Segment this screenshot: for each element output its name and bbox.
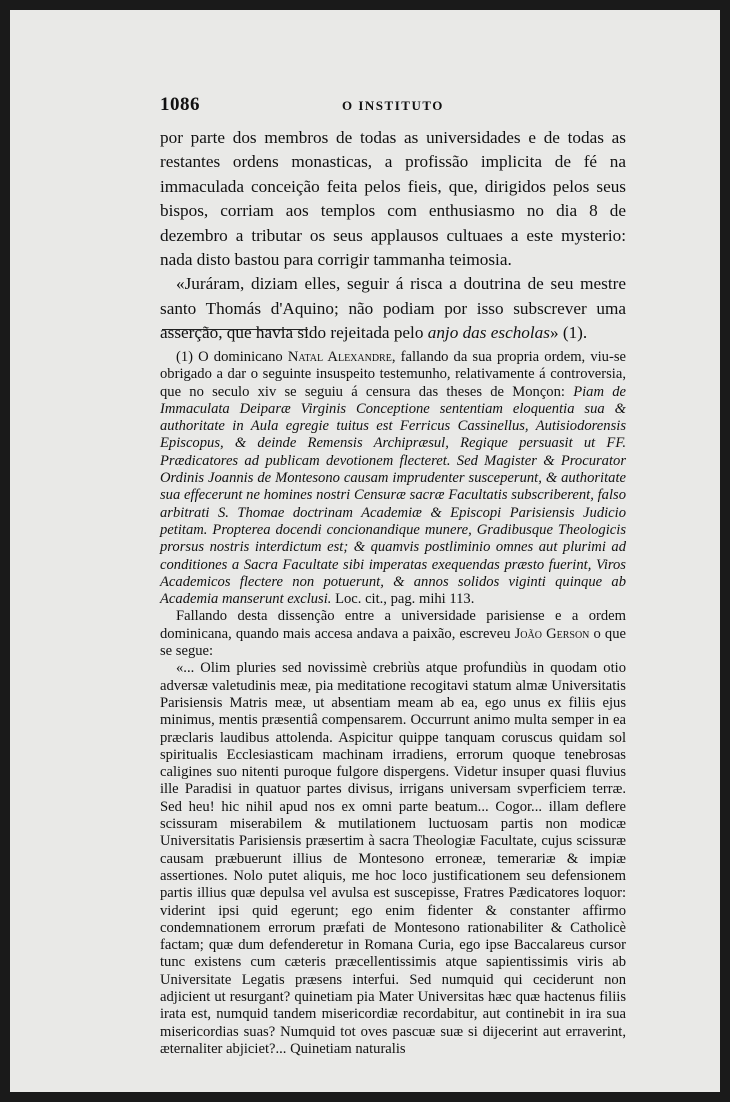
footnote-separator — [162, 329, 308, 330]
footnote-2-start: Fallando desta dissenção entre a universidade parisiense e a ordem dominicana, quando mais accesa andava a paixão, escreveu — [160, 608, 626, 642]
footnote-1 — [160, 349, 626, 608]
footnote-1-start: (1) O dominicano — [176, 349, 288, 365]
page-number: 1086 — [160, 94, 200, 115]
footnotes — [160, 349, 626, 1058]
footnote-2-author: João Gerson — [514, 625, 590, 642]
paragraph-2-italic: anjo das escholas — [427, 323, 550, 343]
page-header — [160, 94, 630, 118]
footnote-2-end: o que se segue: — [160, 625, 626, 660]
paragraph-1: por parte dos membros de todas as universidades e de todas as restantes ordens monasticas, a profissão implicita de fé na immaculada conceição feita pelos fieis, que, dirigidos pelos seus bispos, corriam aos templos com enthusiasmo no dia 8 de dezembro a tributar os seus applausos cultuaes a este mysterio: nada disto bastou para corrigir tammanha teimosia. — [160, 128, 626, 270]
scan-border-bottom — [0, 1092, 730, 1102]
footnote-1-end: Loc. cit., pag. mihi 113. — [331, 591, 475, 608]
footnote-2 — [160, 608, 626, 660]
main-text — [160, 126, 626, 346]
paragraph-2-start: «Juráram, diziam elles, seguir á risca a doutrina de seu mestre santo Thomás d'Aquino; não podiam por isso subscrever uma asserção, que havia sido rejeitada pelo — [160, 274, 626, 343]
footnote-1-mid: , fallando da sua propria ordem, viu-se obrigado a dar o seguinte insuspeito testemunho, relativamente á controversia, que no seculo xiv se seguiu á censura das theses de Monçon: — [160, 349, 626, 400]
scan-border-right — [720, 0, 730, 1102]
scan-border-left — [0, 0, 10, 1102]
footnote-1-latin: Piam de Immaculata Deiparæ Virginis Conceptione sententiam eloquentia sua & authoritate in Aula egregie tuitus est Ferricus Cassinellus, Autisiodorensis Episcopus, & deinde Remensis Archipræsul, Regique persuasit ut FF. Prædicatores ad publicam devotionem flecteret. Sed Magister & Procurator Ordinis Joannis de Montesono causam imprudenter susceperunt, & authoritate sua effecerunt ne homines nostri Censuræ sacræ Facultatis subscriberent, falso arbitrati S. Thomae doctrinam Academiæ & Episcopi Parisiensis Judicio petitam. Propterea docendi concionandique munere, Gradibusque Theologicis prorsus nostris interdictum est; & quamvis postliminio omnes aut plurimi ad conditiones a Sacra Facultate sibi imperatas exequendas præsto fuerint, Viros Academicos flectere non potuerunt, & annos solidos viginti quinque ab Academia manserunt exclusi. — [160, 383, 626, 608]
paragraph-2 — [160, 272, 626, 345]
footnote-3-quote: «... Olim pluries sed novissimè crebriùs atque profundiùs in quodam otio adversæ valetudinis meæ, pia meditatione recogitavi statum almæ Universitatis Parisiensis Matris meæ, ut absentiam meam ab ea, ego unus ex filiis ejus minimus, mentis præsentiâ compensarem. Occurrunt animo multa semper in ea præclaris laudibus attolenda. Aspicitur quippe tanquam coruscus quidam sol spiritualis Ecclesiasticam machinam irradiens, errorum quoque tenebrosas caligines suo nitenti puroque fulgore dispergens. Videtur insuper quasi fluvius ille Paradisi in quatuor partes divisus, irrigans universam svperficiem terræ. Sed heu! hic nihil apud nos ex omni parte beatum... Cogor... illam deflere scissuram miserabilem & mutilationem luctuosam partis non modicæ Universitatis Parisiensis præsertim à sacra Theologiæ Facultate, cujus scissuræ causam præbuerunt illius de Montesono erroneæ, temerariæ & impiæ assertiones. Nolo putet aliquis, me hoc loco justificationem seu defensionem partis illius quæ depulsa vel avulsa est suscepisse, Fratres Pædicatores loquor: viderint ipsi quid egerunt; ego enim fidenter & constanter affirmo condemnationem errorum præfati de Montesono rationabiliter & Catholicè factam; quæ dum defenderetur in Romana Curia, ego ipse Baccalareus cursor tunc existens cum cæteris præcellentissimis atque sapientissimis viris ab Universitate Legatis præsens interfui. Sed numquid qui ceciderunt non adjicient ut resurgant? quinetiam pia Mater Universitas hæc quæ hactenus filiis irata est, numquid tandem misericordiæ recordabitur, aut continebit in ira sua misericordias suas? Numquid tot oves pascuæ suæ si dijecerint aut erraverint, æternaliter abjiciet?... Quinetiam naturalis — [160, 660, 626, 1057]
scan-border-top — [0, 0, 730, 10]
running-title: O INSTITUTO — [342, 98, 444, 113]
paragraph-2-end: » (1). — [549, 323, 588, 343]
footnote-1-author: Natal Alexandre — [287, 349, 392, 365]
